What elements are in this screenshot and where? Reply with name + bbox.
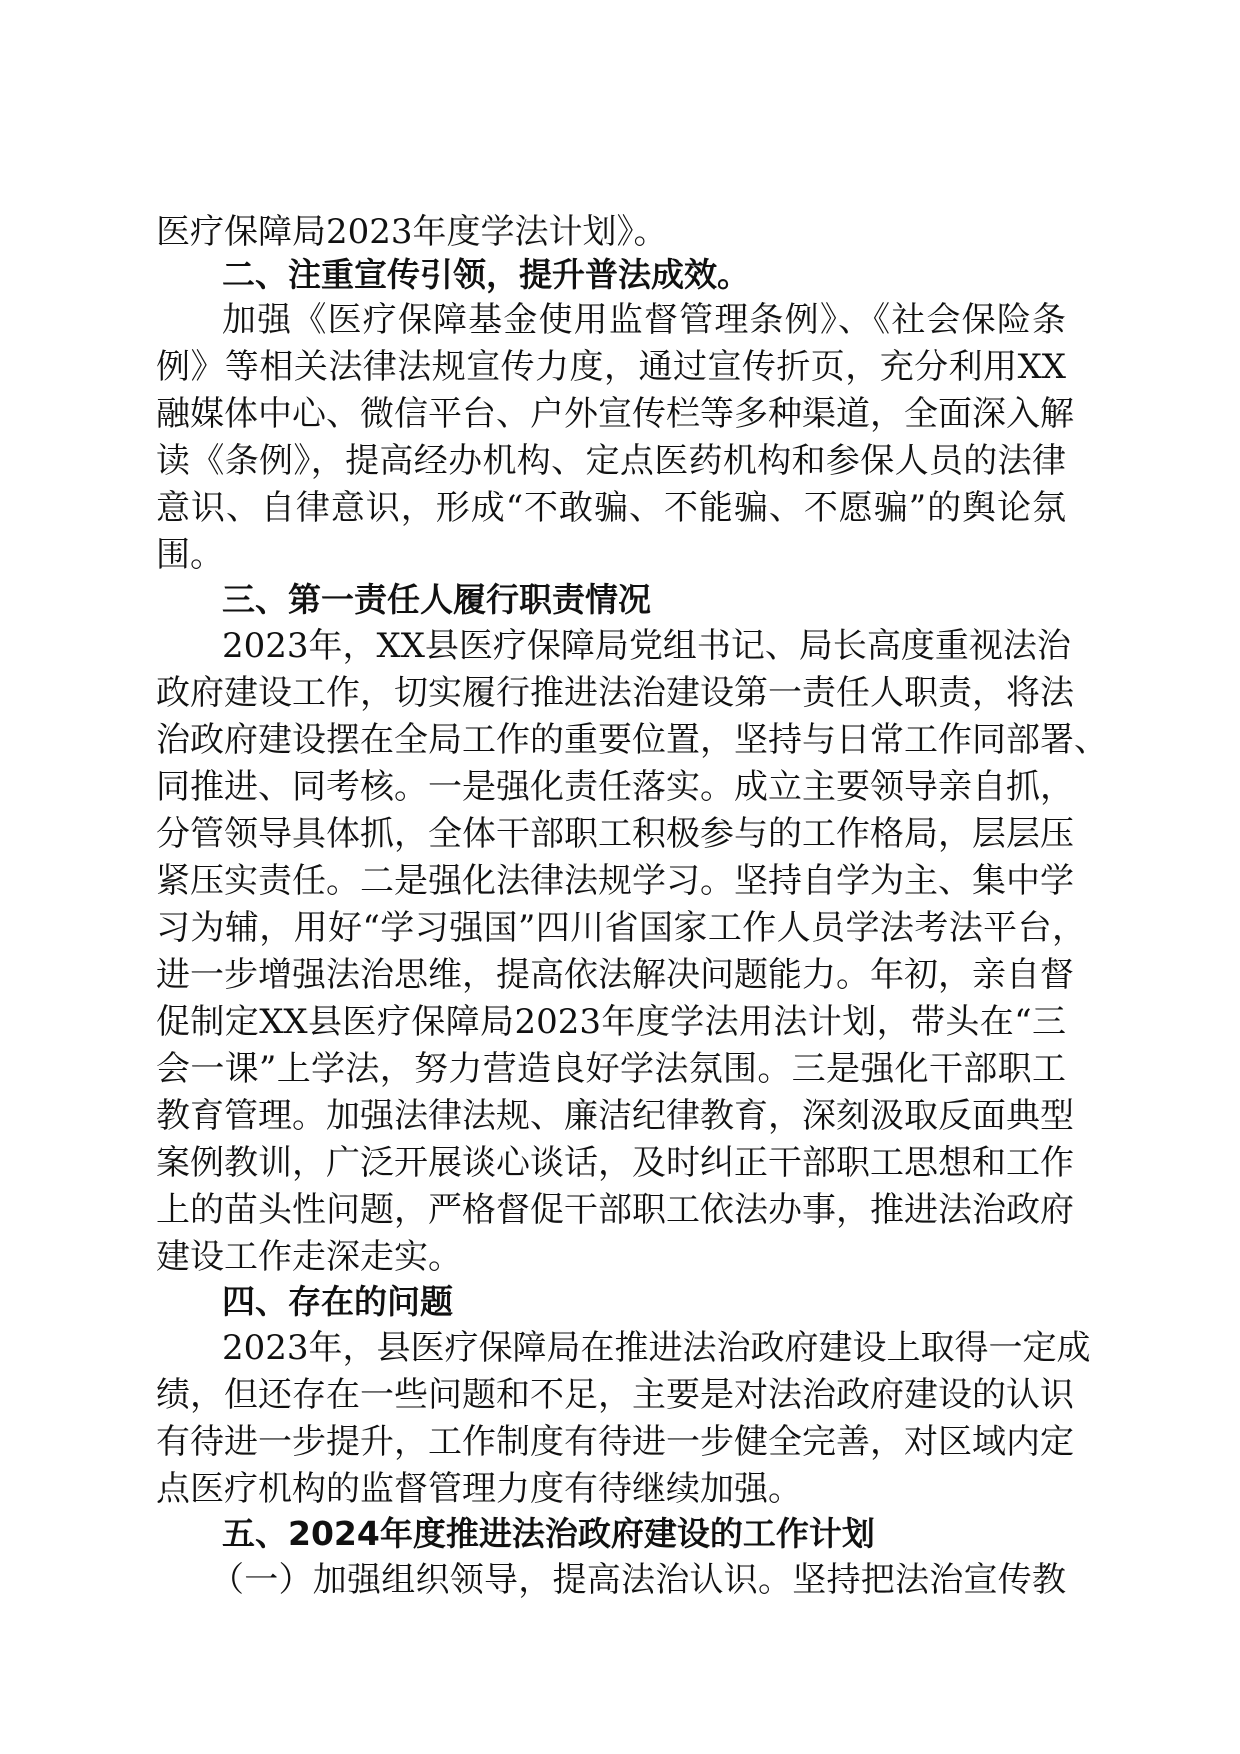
text-line: 案例教训，广泛开展谈心谈话，及时纠正干部职工思想和工作 (156, 1143, 1074, 1183)
text-line: 意识、自律意识，形成“不敢骗、不能骗、不愿骗”的舆论氛 (156, 488, 1066, 528)
text-line: 政府建设工作，切实履行推进法治建设第一责任人职责，将法 (156, 673, 1074, 713)
text-line: 治政府建设摆在全局工作的重要位置，坚持与日常工作同部署、 (156, 720, 1108, 760)
text-line: 建设工作走深走实。 (156, 1237, 462, 1277)
section-heading: 五、2024年度推进法治政府建设的工作计划 (222, 1514, 875, 1553)
text-line: 教育管理。加强法律法规、廉洁纪律教育，深刻汲取反面典型 (156, 1096, 1074, 1136)
text-line: 同推进、同考核。一是强化责任落实。成立主要领导亲自抓， (156, 767, 1074, 807)
text-line: 紧压实责任。二是强化法律法规学习。坚持自学为主、集中学 (156, 861, 1074, 901)
text-line: 医疗保障局2023年度学法计划》。 (156, 212, 668, 252)
section-heading: 二、注重宣传引领，提升普法成效。 (222, 255, 750, 294)
section-heading: 四、存在的问题 (222, 1282, 453, 1321)
text-line: 点医疗机构的监督管理力度有待继续加强。 (156, 1469, 802, 1509)
text-line: 融媒体中心、微信平台、户外宣传栏等多种渠道，全面深入解 (156, 394, 1074, 434)
text-line: 上的苗头性问题，严格督促干部职工依法办事，推进法治政府 (156, 1190, 1074, 1230)
text-line: 有待进一步提升，工作制度有待进一步健全完善，对区域内定 (156, 1422, 1074, 1462)
text-line: 加强《医疗保障基金使用监督管理条例》、《社会保险条 (222, 300, 1066, 340)
text-line: 习为辅，用好“学习强国”四川省国家工作人员学法考法平台， (156, 908, 1086, 948)
text-line: 分管领导具体抓，全体干部职工积极参与的工作格局，层层压 (156, 814, 1074, 854)
text-line: 进一步增强法治思维，提高依法解决问题能力。年初，亲自督 (156, 955, 1074, 995)
text-line: 促制定XX县医疗保障局2023年度学法用法计划，带头在“三 (156, 1002, 1066, 1042)
text-line: 绩，但还存在一些问题和不足，主要是对法治政府建设的认识 (156, 1375, 1074, 1415)
section-heading: 三、第一责任人履行职责情况 (222, 580, 651, 619)
text-line: 2023年，XX县医疗保障局党组书记、局长高度重视法治 (222, 626, 1071, 666)
text-line: 读《条例》，提高经办机构、定点医药机构和参保人员的法律 (156, 441, 1066, 481)
text-line: （一）加强组织领导，提高法治认识。坚持把法治宣传教 (210, 1560, 1066, 1600)
text-line: 围。 (156, 535, 224, 575)
text-line: 2023年，县医疗保障局在推进法治政府建设上取得一定成 (222, 1328, 1091, 1368)
text-line: 会一课”上学法，努力营造良好学法氛围。三是强化干部职工 (156, 1049, 1066, 1089)
text-line: 例》等相关法律法规宣传力度，通过宣传折页，充分利用XX (156, 347, 1066, 387)
